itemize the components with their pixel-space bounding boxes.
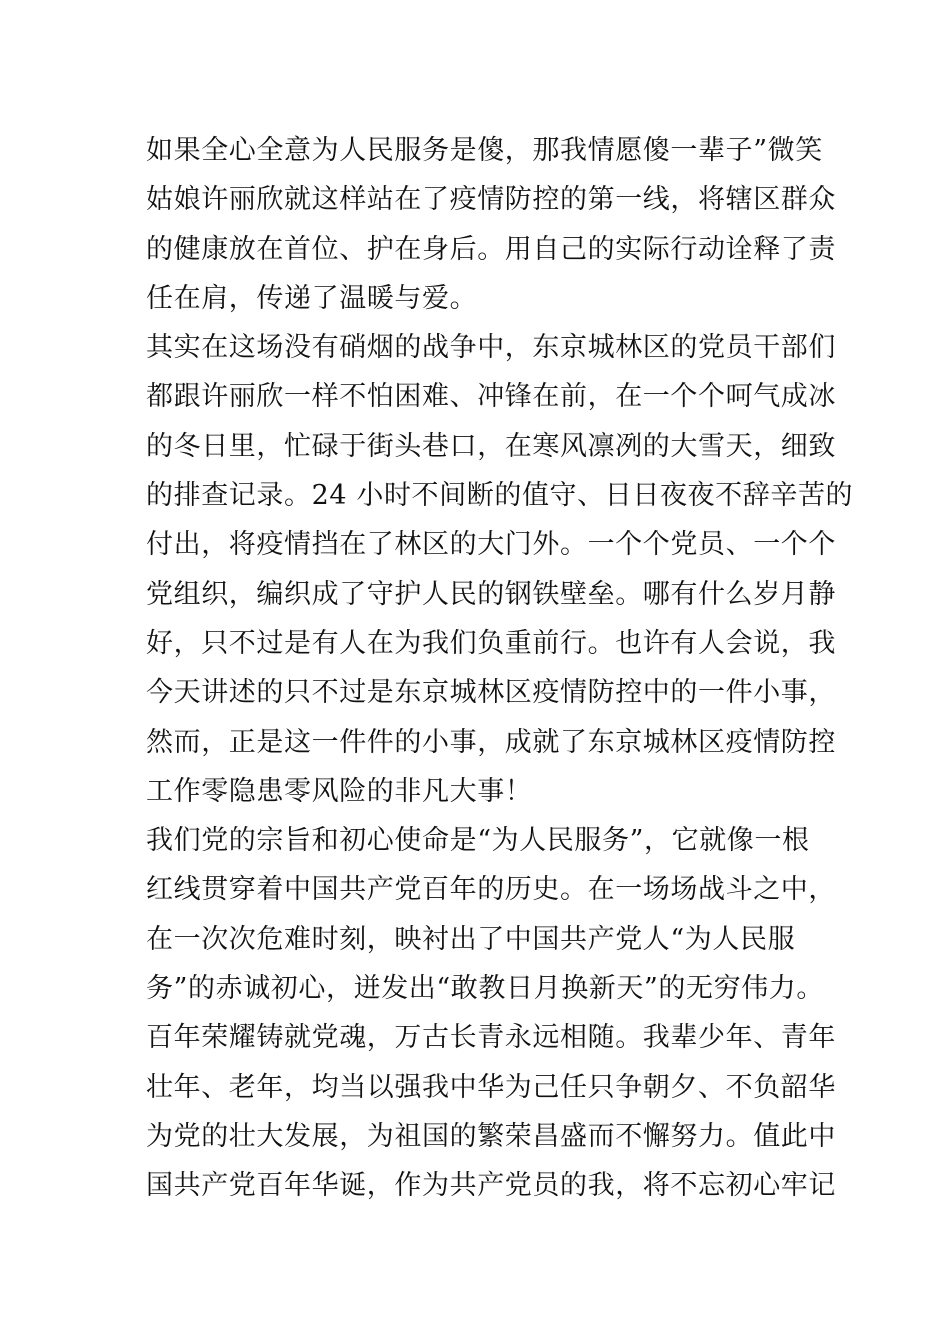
text-line: 工作零隐患零风险的非凡大事！ (146, 775, 533, 807)
text-line: 的冬日里，忙碌于街头巷口，在寒风凛冽的大雪天，细致 (146, 430, 836, 462)
text-line: 我们党的宗旨和初心使命是“为人民服务”，它就像一根 (146, 825, 810, 857)
text-line: 付出，将疫情挡在了林区的大门外。一个个党员、一个个 (146, 529, 836, 561)
text-line: 务”的赤诚初心，迸发出“敢教日月换新天”的无穷伟力。 (146, 973, 825, 1005)
text-line: 百年荣耀铸就党魂，万古长青永远相随。我辈少年、青年 (146, 1022, 836, 1054)
text-line: 国共产党百年华诞，作为共产党员的我，将不忘初心牢记 (146, 1170, 836, 1202)
text-line: 都跟许丽欣一样不怕困难、冲锋在前，在一个个呵气成冰 (146, 381, 836, 413)
text-line: 的排查记录。24 小时不间断的值守、日日夜夜不辞辛苦的 (146, 480, 854, 512)
text-line: 任在肩，传递了温暖与爱。 (146, 282, 478, 314)
text-line: 的健康放在首位、护在身后。用自己的实际行动诠释了责 (146, 233, 836, 265)
text-line: 在一次次危难时刻，映衬出了中国共产党人“为人民服 (146, 923, 796, 955)
text-line: 姑娘许丽欣就这样站在了疫情防控的第一线，将辖区群众 (146, 184, 836, 216)
text-line: 为党的壮大发展，为祖国的繁荣昌盛而不懈努力。值此中 (146, 1120, 836, 1152)
text-line: 今天讲述的只不过是东京城林区疫情防控中的一件小事， (146, 677, 836, 709)
body-text (146, 126, 854, 1211)
text-line: 壮年、老年，均当以强我中华为己任只争朝夕、不负韶华 (146, 1071, 836, 1103)
text-line: 党组织，编织成了守护人民的钢铁壁垒。哪有什么岁月静 (146, 578, 836, 610)
text-line: 其实在这场没有硝烟的战争中，东京城林区的党员干部们 (146, 332, 836, 364)
text-line: 好，只不过是有人在为我们负重前行。也许有人会说，我 (146, 627, 836, 659)
text-line: 然而，正是这一件件的小事，成就了东京城林区疫情防控 (146, 726, 836, 758)
text-line: 如果全心全意为人民服务是傻，那我情愿傻一辈子”微笑 (146, 135, 823, 166)
text-line: 红线贯穿着中国共产党百年的历史。在一场场战斗之中， (146, 874, 836, 906)
